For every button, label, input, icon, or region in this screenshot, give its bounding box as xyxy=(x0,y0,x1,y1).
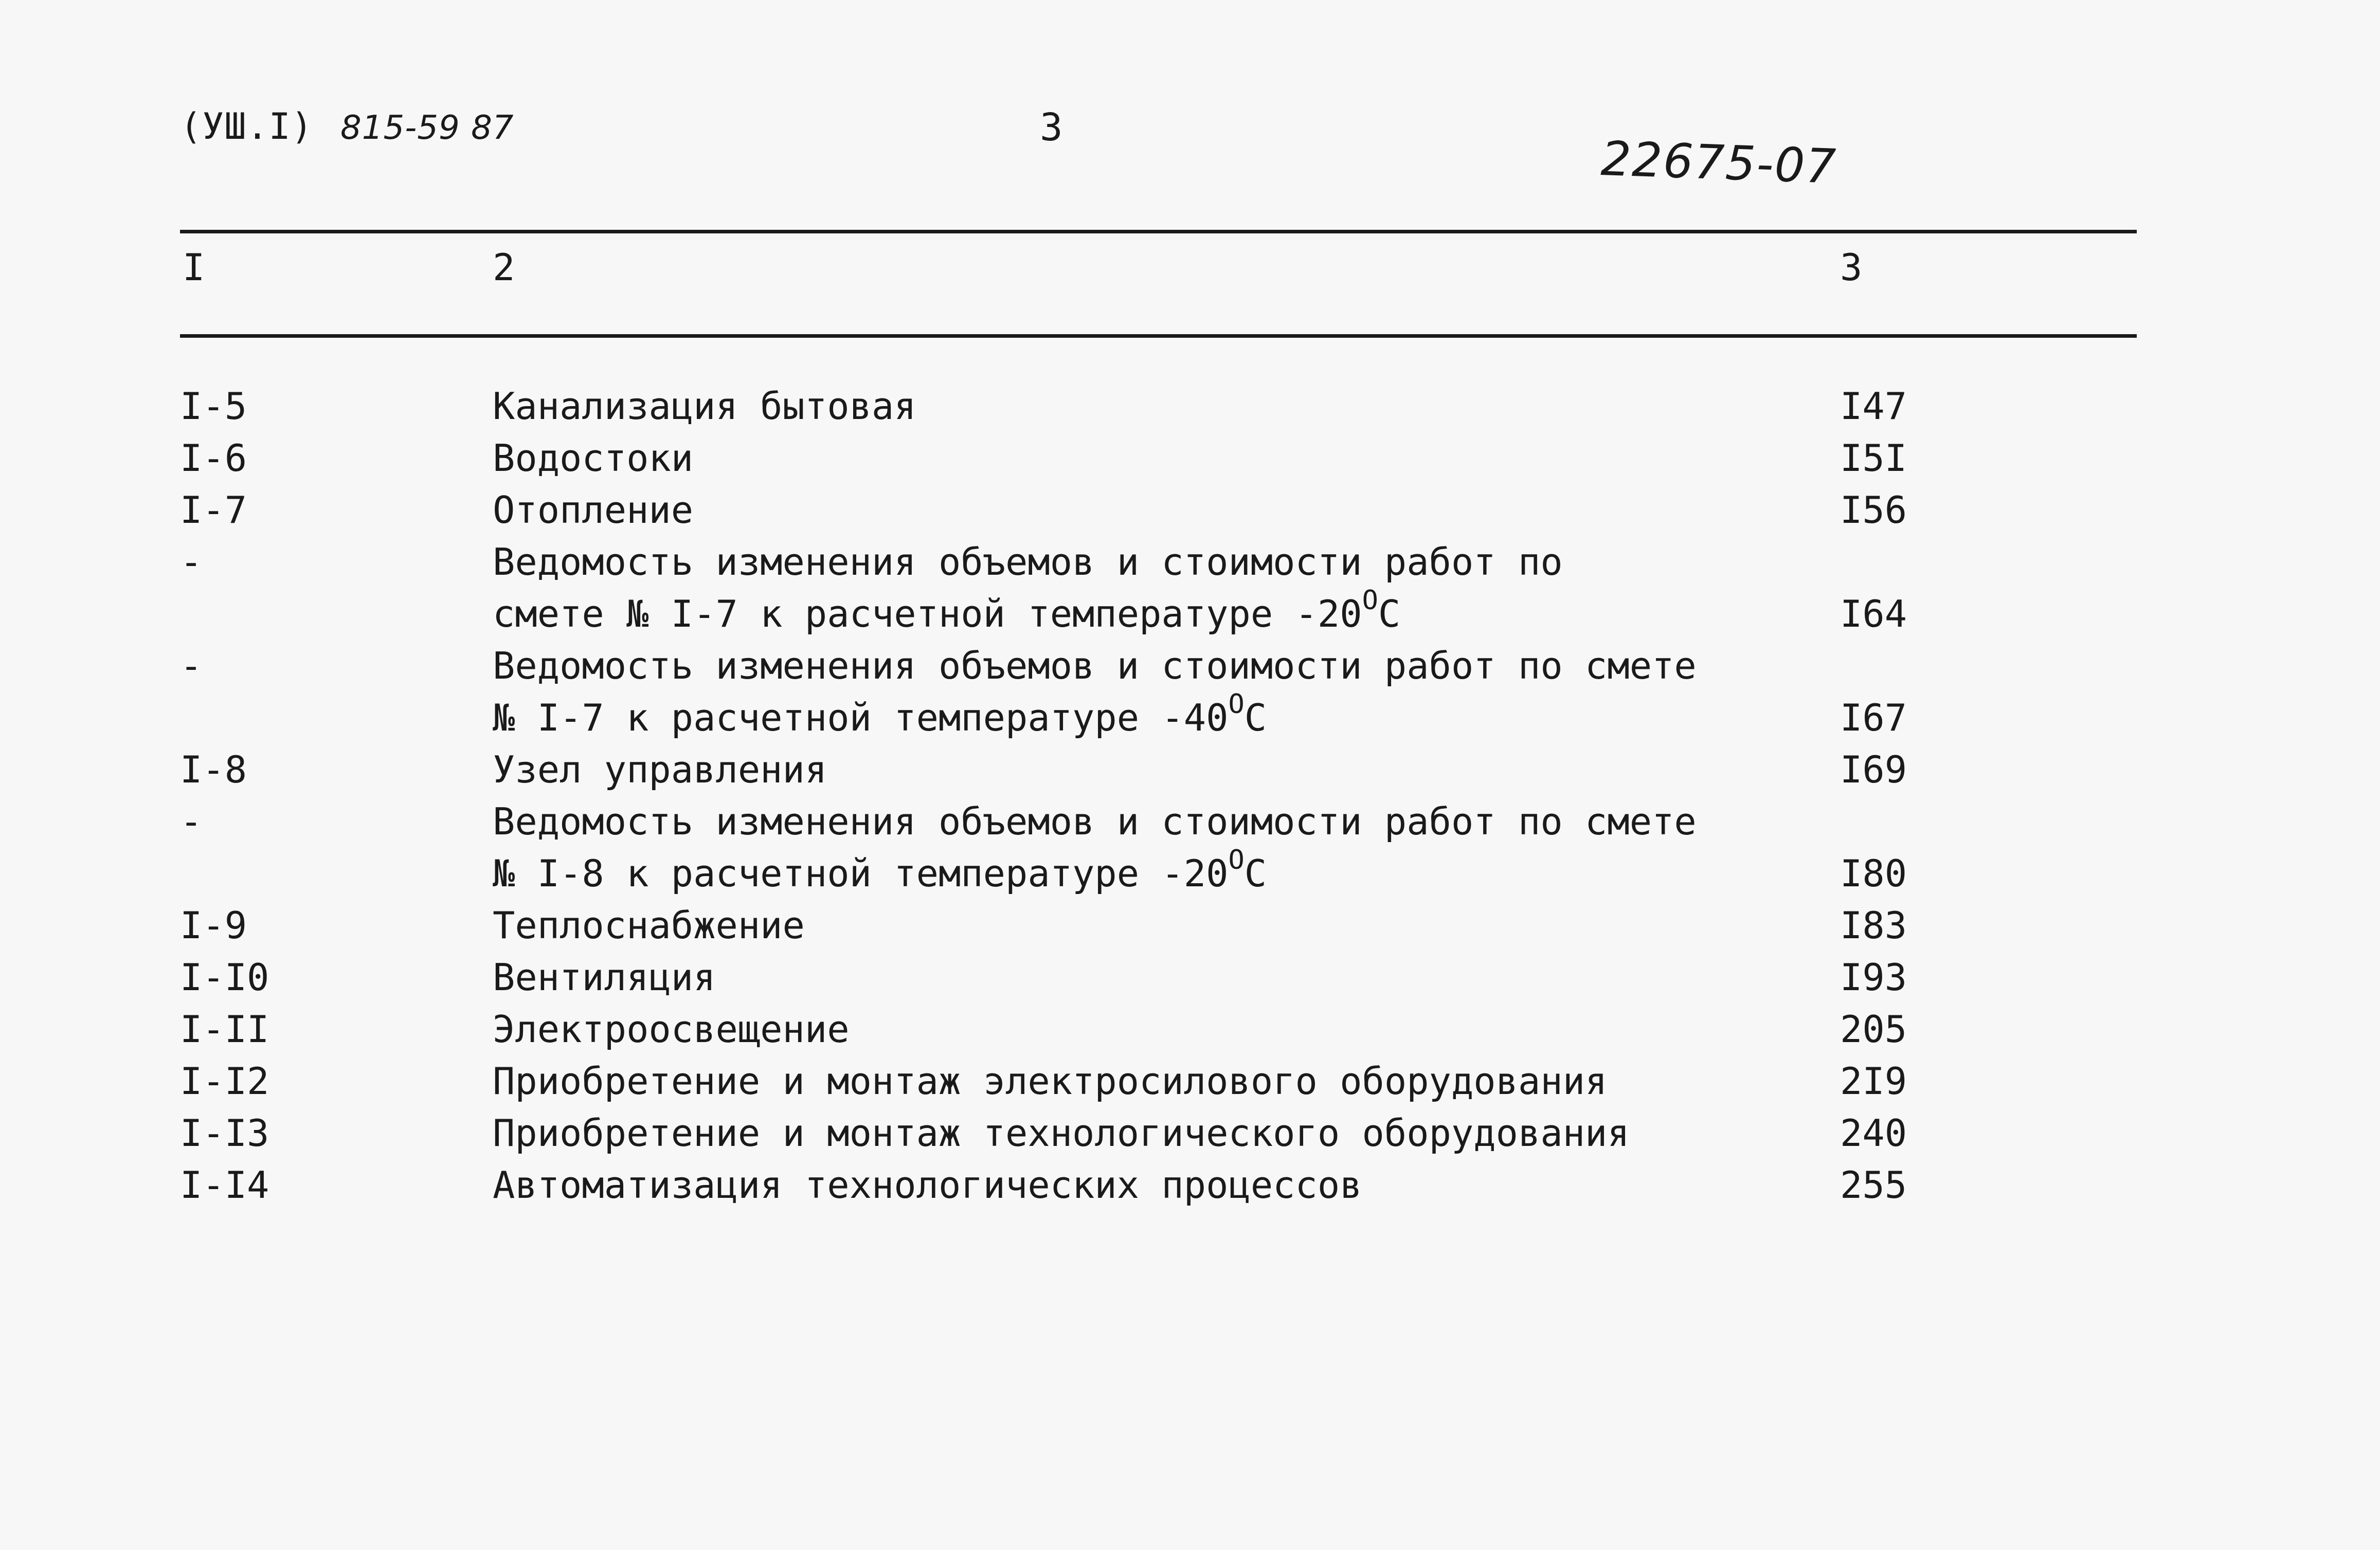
degree-sign: O xyxy=(1228,845,1245,876)
toc-row-title-line: Канализация бытовая xyxy=(493,385,916,428)
toc-row-title-line xyxy=(493,689,1778,744)
toc-row-title-text: № I-8 к расчетной температуре -20 xyxy=(493,852,1229,895)
toc-row-code: - xyxy=(180,644,203,687)
toc-row xyxy=(0,432,2380,484)
toc-row-title xyxy=(493,536,1778,640)
toc-row xyxy=(0,1004,2380,1055)
toc-row-code: I-I4 xyxy=(180,1163,269,1207)
toc-row-code: - xyxy=(180,540,203,583)
toc-row-page: 205 xyxy=(1840,1008,1907,1051)
toc-row-page: I64 xyxy=(1840,592,1907,635)
toc-row-title xyxy=(493,744,1778,796)
toc-row-title-line: Теплоснабжение xyxy=(493,904,805,947)
column-header-3: 3 xyxy=(1840,246,1863,289)
toc-row-title-text: смете № I-7 к расчетной температуре -20 xyxy=(493,592,1362,635)
toc-row-page: I47 xyxy=(1840,385,1907,428)
toc-row-code: I-I0 xyxy=(180,956,269,999)
table-top-rule xyxy=(180,230,2137,233)
toc-row xyxy=(0,796,2380,900)
toc-row xyxy=(0,900,2380,952)
toc-row-title-line: Приобретение и монтаж технологического оборудования xyxy=(493,1111,1630,1155)
toc-row xyxy=(0,484,2380,536)
toc-row xyxy=(0,1159,2380,1211)
toc-row-title xyxy=(493,1004,1778,1055)
toc-row-title xyxy=(493,796,1778,900)
toc-row-title xyxy=(493,1159,1778,1211)
column-header-2: 2 xyxy=(493,246,515,289)
header-code-printed: (УШ.I) xyxy=(180,105,313,148)
header-code-handwritten: 815-59 87 xyxy=(340,109,514,147)
toc-row-page: 240 xyxy=(1840,1111,1907,1155)
toc-row-title-line: Узел управления xyxy=(493,748,827,791)
toc-row-title xyxy=(493,1107,1778,1159)
toc-row-page: I67 xyxy=(1840,696,1907,739)
toc-row-title-line: Приобретение и монтаж электросилового оборудования xyxy=(493,1060,1608,1103)
degree-sign: O xyxy=(1228,689,1245,720)
header-code xyxy=(180,105,514,148)
toc-row-code: I-8 xyxy=(180,748,247,791)
toc-row-title xyxy=(493,900,1778,952)
document-number-handwritten: 22675-07 xyxy=(1600,131,1838,194)
toc-row xyxy=(0,952,2380,1004)
toc-row-title-line: Электроосвещение xyxy=(493,1008,850,1051)
column-header-1: I xyxy=(183,246,205,289)
degree-unit: C xyxy=(1378,592,1401,635)
degree-sign: O xyxy=(1362,585,1378,616)
page-number: 3 xyxy=(1040,105,1063,150)
toc-row-code: - xyxy=(180,800,203,843)
toc-row-title-line: Водостоки xyxy=(493,436,694,480)
toc-row-code: I-I2 xyxy=(180,1060,269,1103)
toc-row-code: I-6 xyxy=(180,436,247,480)
degree-unit: C xyxy=(1244,696,1267,739)
toc-row-title xyxy=(493,1055,1778,1107)
table-of-contents xyxy=(0,380,2380,1211)
toc-row-title-line: Ведомость изменения объемов и стоимости работ по xyxy=(493,540,1563,583)
table-column-headers xyxy=(0,246,2380,292)
toc-row-page: I83 xyxy=(1840,904,1907,947)
toc-row-code: I-9 xyxy=(180,904,247,947)
toc-row xyxy=(0,640,2380,744)
toc-row-title-line xyxy=(493,585,1778,640)
toc-row-title-line: Ведомость изменения объемов и стоимости работ по смете xyxy=(493,644,1697,687)
toc-row-page: I80 xyxy=(1840,852,1907,895)
toc-row xyxy=(0,1107,2380,1159)
toc-row xyxy=(0,1055,2380,1107)
toc-row-code: I-7 xyxy=(180,488,247,532)
toc-row-title-line: Автоматизация технологических процессов xyxy=(493,1163,1362,1207)
toc-row-title-line: Отопление xyxy=(493,488,694,532)
toc-row-page: I56 xyxy=(1840,488,1907,532)
toc-row-title xyxy=(493,484,1778,536)
toc-row-page: I5I xyxy=(1840,436,1907,480)
toc-row-title-line xyxy=(493,845,1778,900)
toc-row-title xyxy=(493,952,1778,1004)
toc-row-title-line: Вентиляция xyxy=(493,956,716,999)
toc-row-code: I-II xyxy=(180,1008,269,1051)
toc-row xyxy=(0,380,2380,432)
toc-row-title-text: № I-7 к расчетной температуре -40 xyxy=(493,696,1229,739)
toc-row-title-line: Ведомость изменения объемов и стоимости работ по смете xyxy=(493,800,1697,843)
toc-row-title xyxy=(493,432,1778,484)
toc-row xyxy=(0,744,2380,796)
degree-unit: C xyxy=(1244,852,1267,895)
table-header-rule xyxy=(180,334,2137,338)
toc-row-page: I93 xyxy=(1840,956,1907,999)
toc-row-title xyxy=(493,640,1778,744)
toc-row-page: I69 xyxy=(1840,748,1907,791)
toc-row-code: I-I3 xyxy=(180,1111,269,1155)
toc-row-code: I-5 xyxy=(180,385,247,428)
toc-row-page: 255 xyxy=(1840,1163,1907,1207)
toc-row xyxy=(0,536,2380,640)
toc-row-title xyxy=(493,380,1778,432)
toc-row-page: 2I9 xyxy=(1840,1060,1907,1103)
